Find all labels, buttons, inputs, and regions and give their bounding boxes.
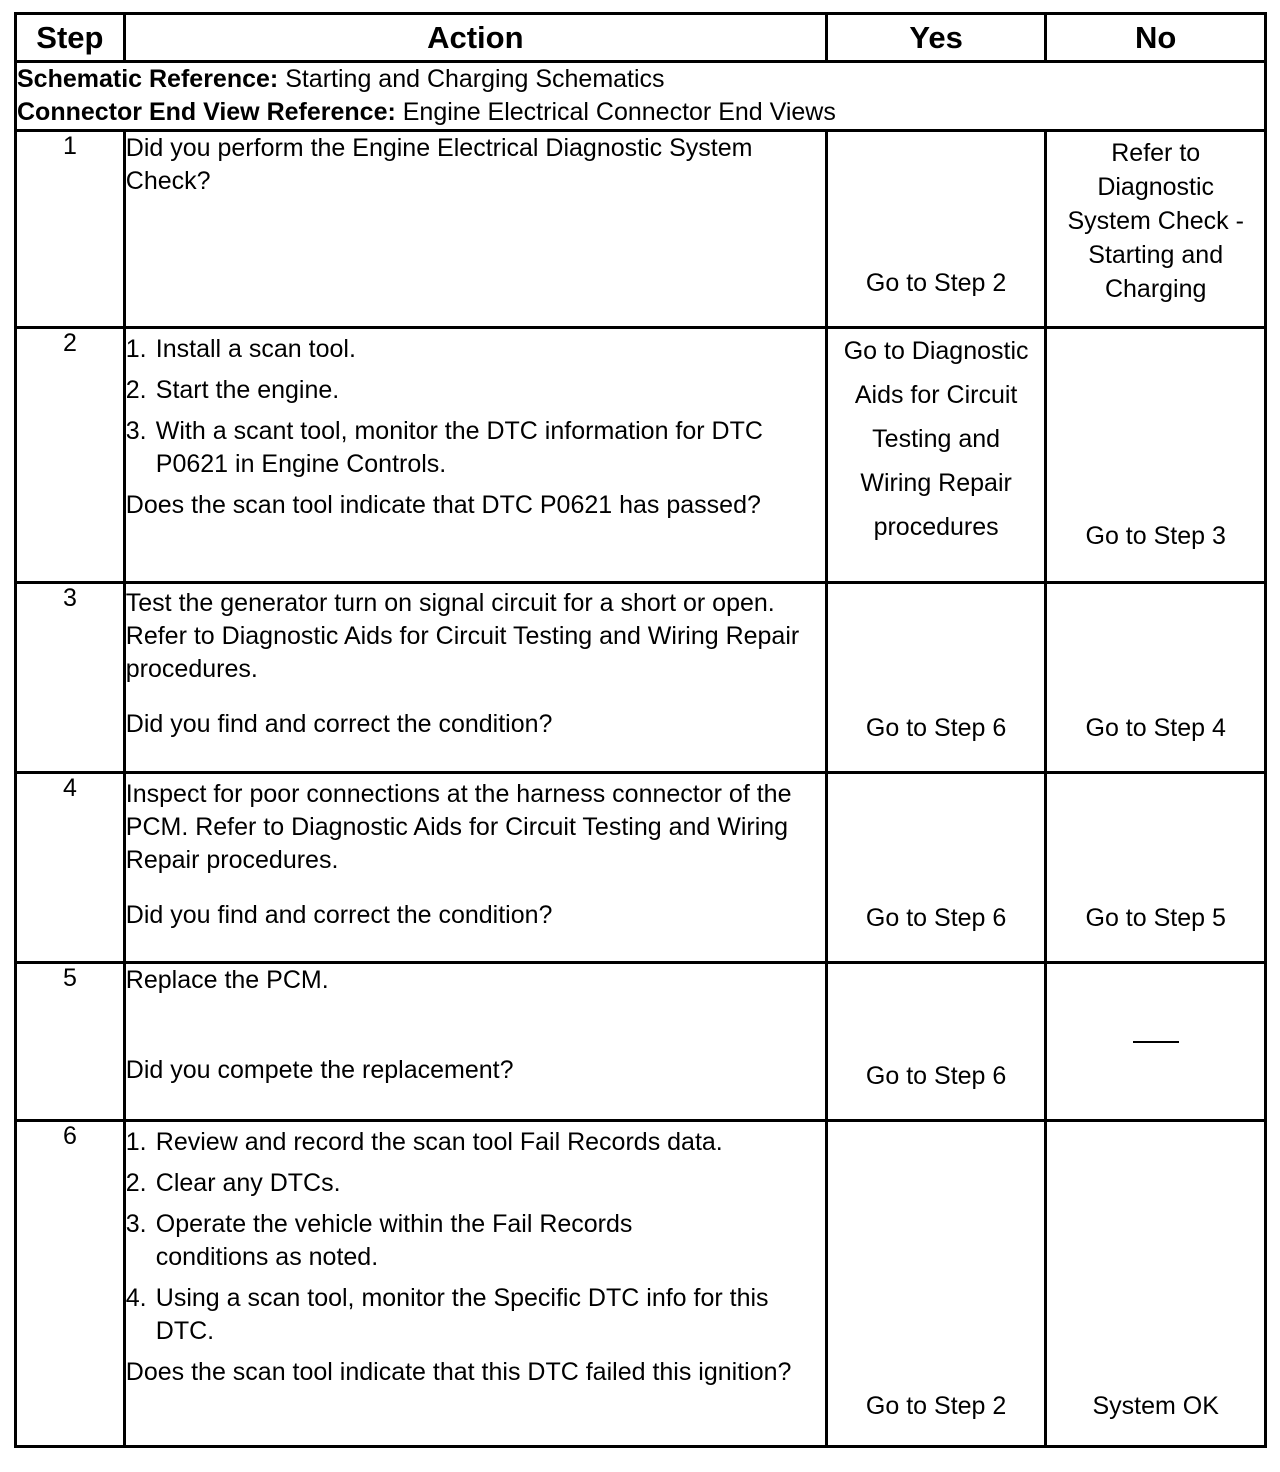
- action-cell: [124, 773, 826, 963]
- action-cell: [124, 131, 826, 328]
- reference-row: [16, 62, 1266, 131]
- action-question: Did you find and correct the condition?: [125, 710, 553, 738]
- yes-cell: [826, 773, 1046, 963]
- no-cell: [1046, 583, 1266, 773]
- step-row: [16, 963, 1266, 1121]
- action-cell: [124, 963, 826, 1121]
- step-number: 1: [16, 131, 125, 328]
- no-dash: [1133, 1041, 1179, 1043]
- yes-cell: [826, 583, 1046, 773]
- step-number: 4: [16, 773, 125, 963]
- connector-reference-value: Engine Electrical Connector End Views: [402, 98, 836, 126]
- action-cell: [124, 583, 826, 773]
- schematic-reference-label: Schematic Reference:: [17, 65, 279, 93]
- step-row: [16, 583, 1266, 773]
- yes-cell: [826, 963, 1046, 1121]
- no-cell: [1046, 963, 1266, 1121]
- no-cell: [1046, 1121, 1266, 1447]
- action-question: Does the scan tool indicate that this DTC failed this ignition?: [125, 1358, 792, 1386]
- yes-text: Go to Step 6: [865, 1062, 1007, 1090]
- no-cell: [1046, 773, 1266, 963]
- action-cell: [124, 1121, 826, 1447]
- yes-text: Go to Diagnostic Aids for Circuit Testing and Wiring Repair procedures: [843, 337, 1029, 541]
- step-number: 6: [16, 1121, 125, 1447]
- yes-cell: [826, 1121, 1046, 1447]
- header-no: No: [1046, 14, 1266, 62]
- action-text: Replace the PCM.: [125, 966, 329, 994]
- action-question: Did you find and correct the condition?: [125, 901, 553, 929]
- yes-cell: [826, 131, 1046, 328]
- diagnostic-table: [14, 12, 1267, 1448]
- yes-text: Go to Step 2: [865, 269, 1007, 297]
- no-cell: [1046, 131, 1266, 328]
- no-text: Go to Step 4: [1085, 714, 1226, 742]
- yes-text: Go to Step 2: [865, 1392, 1007, 1420]
- header-action: Action: [124, 14, 826, 62]
- list-item: 4. Using a scan tool, monitor the Specific DTC info for this DTC.: [125, 1284, 769, 1345]
- action-text: Inspect for poor connections at the harness connector of the PCM. Refer to Diagnostic Aids for Circuit Testing and Wiring Repair procedures.: [125, 780, 792, 874]
- step-row: [16, 131, 1266, 328]
- step-number: 3: [16, 583, 125, 773]
- step-number: 2: [16, 328, 125, 583]
- list-item: 3. With a scant tool, monitor the DTC information for DTC P0621 in Engine Controls.: [125, 417, 763, 478]
- schematic-reference-value: Starting and Charging Schematics: [285, 65, 665, 93]
- yes-text: Go to Step 6: [865, 714, 1007, 742]
- action-cell: [124, 328, 826, 583]
- action-question: Did you compete the replacement?: [125, 1056, 514, 1084]
- reference-cell: [16, 62, 1266, 131]
- step-row: [16, 1121, 1266, 1447]
- list-item: 1. Review and record the scan tool Fail Records data.: [125, 1128, 723, 1156]
- header-yes: Yes: [826, 14, 1046, 62]
- yes-text: Go to Step 6: [865, 904, 1007, 932]
- connector-reference-label: Connector End View Reference:: [17, 98, 396, 126]
- action-question: Does the scan tool indicate that DTC P0621 has passed?: [125, 491, 761, 519]
- step-row: [16, 328, 1266, 583]
- yes-cell: [826, 328, 1046, 583]
- list-item: 1. Install a scan tool.: [125, 335, 356, 363]
- header-row: [16, 14, 1266, 62]
- action-text: Test the generator turn on signal circuit for a short or open. Refer to Diagnostic Aids for Circuit Testing and Wiring Repair procedures.: [125, 589, 800, 683]
- no-text: Go to Step 5: [1085, 904, 1226, 932]
- no-cell: [1046, 328, 1266, 583]
- no-text: Go to Step 3: [1085, 522, 1226, 550]
- no-text: Refer to Diagnostic System Check - Starting and Charging: [1067, 139, 1244, 303]
- list-item: 3. Operate the vehicle within the Fail Records conditions as noted.: [125, 1210, 633, 1271]
- step-row: [16, 773, 1266, 963]
- header-step: Step: [16, 14, 125, 62]
- list-item: 2. Clear any DTCs.: [125, 1169, 341, 1197]
- action-text: Did you perform the Engine Electrical Diagnostic System Check?: [125, 134, 753, 195]
- step-number: 5: [16, 963, 125, 1121]
- no-text: System OK: [1092, 1392, 1219, 1420]
- list-item: 2. Start the engine.: [125, 376, 340, 404]
